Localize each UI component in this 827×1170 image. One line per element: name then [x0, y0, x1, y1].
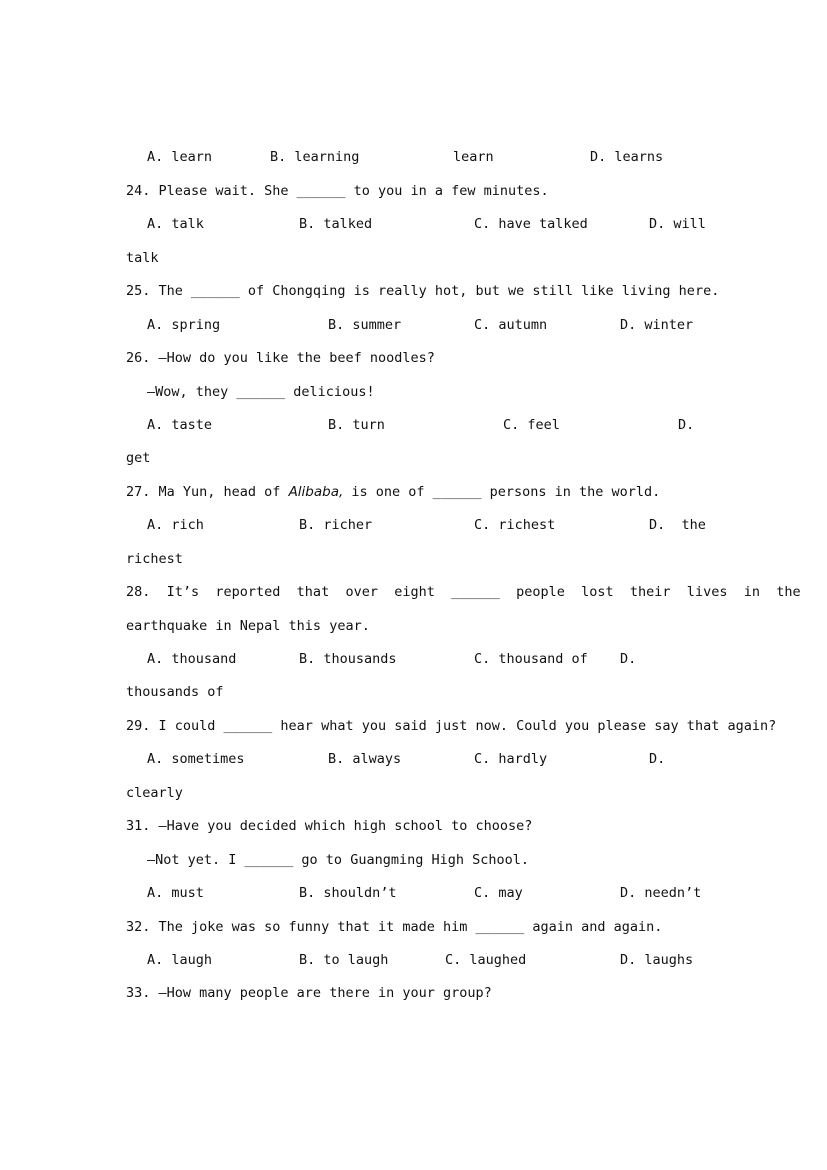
- q25-stem: 25. The ______ of Chongqing is really hot, but we still like living here.: [126, 283, 720, 299]
- q23-option-a: A. learn: [147, 149, 213, 165]
- q29-option-d: D.: [649, 751, 666, 767]
- q24-option-a: A. talk: [147, 216, 204, 232]
- q28-stem-1: 28. It’s reported that over eight ______ people lost their lives in the: [126, 584, 801, 600]
- q27-option-d: D. the: [649, 517, 706, 533]
- q26-stem-2: —Wow, they ______ delicious!: [147, 384, 375, 400]
- q24-option-d: D. will: [649, 216, 706, 232]
- q25-option-a: A. spring: [147, 317, 221, 333]
- q25-option-c: C. autumn: [474, 317, 548, 333]
- q31-stem-1: 31. —Have you decided which high school to choose?: [126, 818, 533, 834]
- q27-option-b: B. richer: [299, 517, 373, 533]
- q26-stem-1: 26. —How do you like the beef noodles?: [126, 350, 435, 366]
- q28-stem-2: earthquake in Nepal this year.: [126, 618, 370, 634]
- q27-option-c: C. richest: [474, 517, 556, 533]
- q32-stem: 32. The joke was so funny that it made him ______ again and again.: [126, 919, 663, 935]
- q29-stem: 29. I could ______ hear what you said just now. Could you please say that again?: [126, 718, 777, 734]
- q28-option-d-cont: thousands of: [126, 684, 224, 700]
- q29-option-c: C. hardly: [474, 751, 548, 767]
- q29-option-a: A. sometimes: [147, 751, 245, 767]
- q29-option-d-cont: clearly: [126, 785, 183, 801]
- q27-stem-pre: 27. Ma Yun, head of: [126, 484, 289, 500]
- q32-option-d: D. laughs: [620, 952, 694, 968]
- q27-stem: [126, 484, 660, 500]
- q27-option-d-cont: richest: [126, 551, 183, 567]
- q25-option-d: D. winter: [620, 317, 694, 333]
- q28-option-a: A. thousand: [147, 651, 237, 667]
- q32-option-b: B. to laugh: [299, 952, 389, 968]
- q28-option-b: B. thousands: [299, 651, 397, 667]
- q27-stem-post: is one of ______ persons in the world.: [343, 484, 661, 500]
- q23-option-c: learn: [453, 149, 494, 165]
- q32-option-a: A. laugh: [147, 952, 213, 968]
- q26-option-d: D.: [678, 417, 695, 433]
- q31-option-a: A. must: [147, 885, 204, 901]
- q24-option-b: B. talked: [299, 216, 373, 232]
- q31-option-d: D. needn’t: [620, 885, 702, 901]
- q23-option-b: B. learning: [270, 149, 360, 165]
- q28-option-c: C. thousand of: [474, 651, 588, 667]
- q31-option-b: B. shouldn’t: [299, 885, 397, 901]
- q26-option-a: A. taste: [147, 417, 213, 433]
- q23-option-d: D. learns: [590, 149, 664, 165]
- q27-option-a: A. rich: [147, 517, 204, 533]
- q33-stem: 33. —How many people are there in your group?: [126, 985, 492, 1001]
- q32-option-c: C. laughed: [445, 952, 527, 968]
- q24-option-d-cont: talk: [126, 250, 159, 266]
- q29-option-b: B. always: [328, 751, 402, 767]
- q24-option-c: C. have talked: [474, 216, 588, 232]
- q26-option-c: C. feel: [503, 417, 560, 433]
- q26-option-b: B. turn: [328, 417, 385, 433]
- q28-option-d: D.: [620, 651, 637, 667]
- q25-option-b: B. summer: [328, 317, 402, 333]
- q27-stem-italic: Alibaba,: [288, 484, 344, 500]
- q26-option-d-cont: get: [126, 450, 151, 466]
- q24-stem: 24. Please wait. She ______ to you in a few minutes.: [126, 183, 549, 199]
- q31-stem-2: —Not yet. I ______ go to Guangming High School.: [147, 852, 530, 868]
- q31-option-c: C. may: [474, 885, 523, 901]
